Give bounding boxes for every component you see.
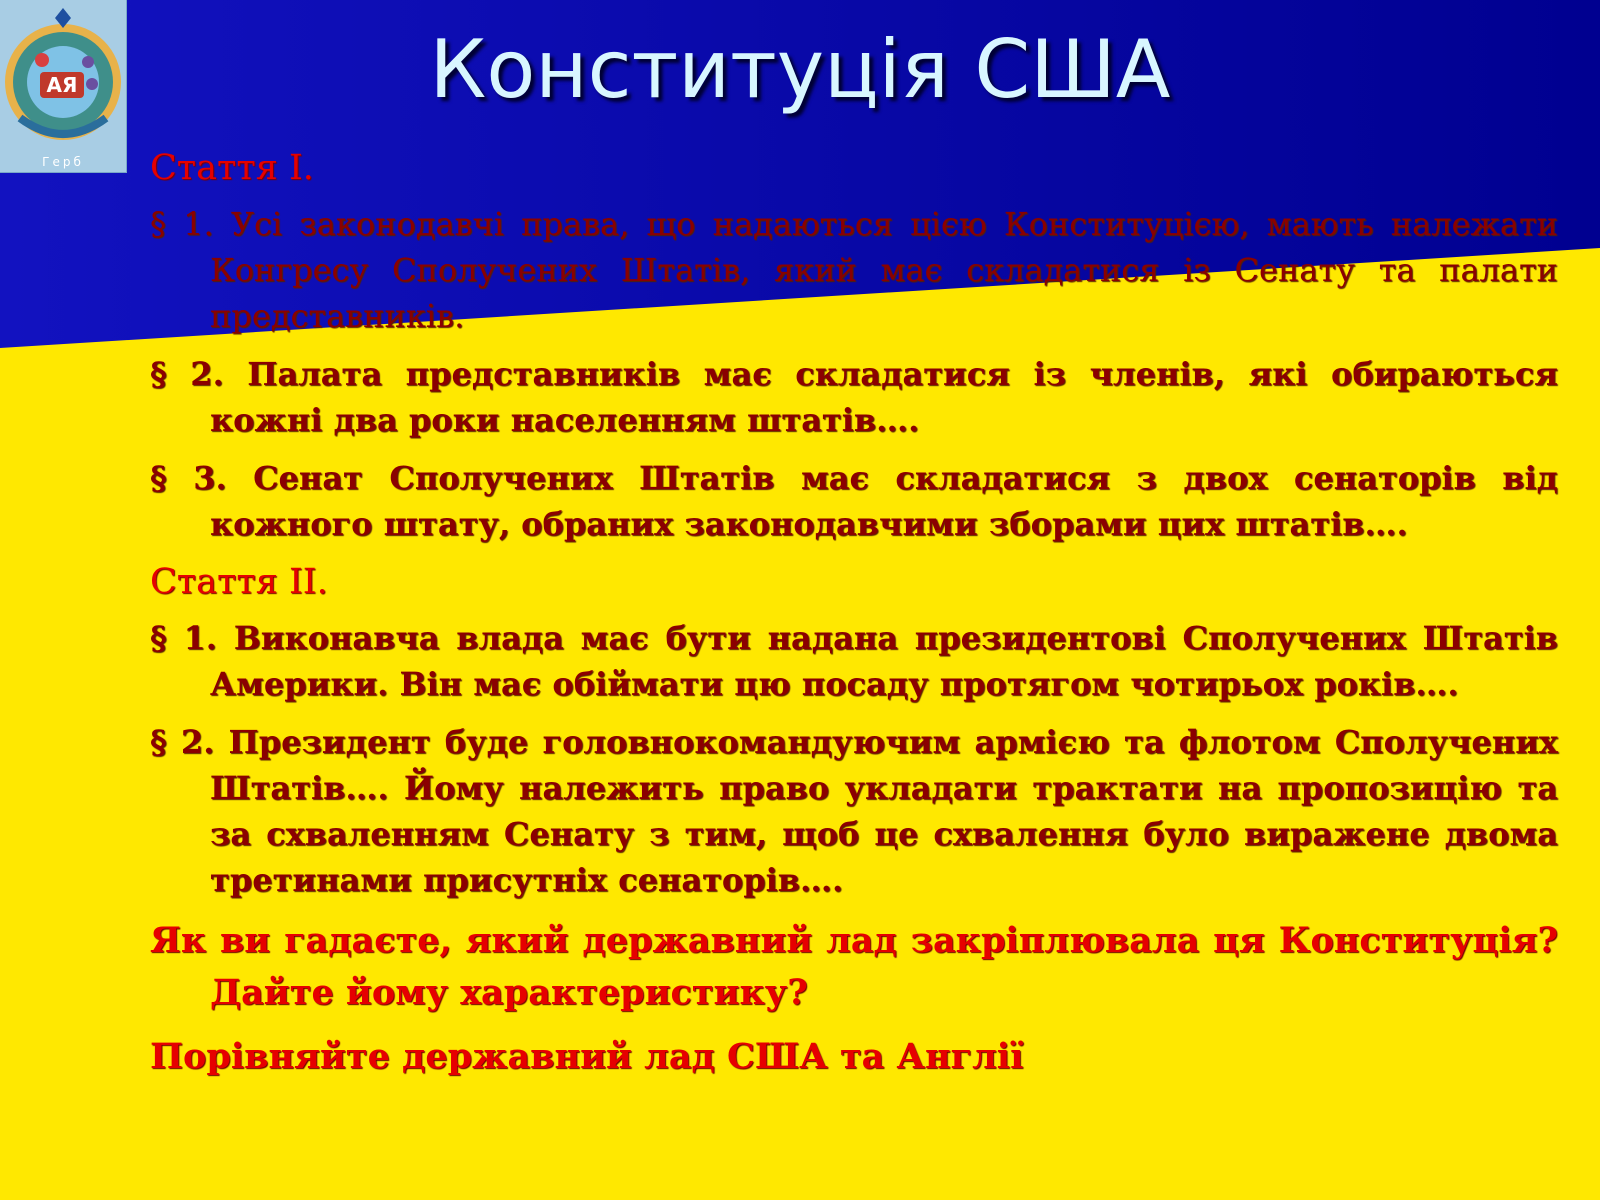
article1-section3: § 3. Сенат Сполучених Штатів має складатися з двох сенаторів від кожного штату, обраних законодавчими зборами цих штатів…. bbox=[150, 459, 1558, 543]
article1-section2: § 2. Палата представників має складатися із членів, які обираються кожні два роки населенням штатів…. bbox=[150, 355, 1558, 439]
question-compare: Порівняйте державний лад США та Англії bbox=[150, 1036, 1024, 1077]
slide-body bbox=[150, 145, 1558, 1095]
article1-section1: § 1. Усі законодавчі права, що надаються цією Конституцією, мають належати Конгресу Сполучених Штатів, який має складатися із Сенату та палати представників. bbox=[150, 205, 1558, 335]
article2-section2: § 2. Президент буде головнокомандуючим армією та флотом Сполучених Штатів…. Йому належить право укладати трактати на пропозицію та за схваленням Сенату з тим, щоб це схвалення було виражене двома третинами присутніх сенаторів…. bbox=[150, 723, 1558, 899]
svg-text:АЯ: АЯ bbox=[46, 73, 78, 97]
slide-title: Конституція США bbox=[429, 23, 1171, 116]
article2-heading: Стаття ІІ. bbox=[150, 562, 328, 602]
question-state-system: Як ви гадаєте, який державний лад закріплювала ця Конституція? Дайте йому характеристику? bbox=[150, 920, 1558, 1013]
article1-heading: Стаття І. bbox=[150, 148, 314, 188]
svg-text:Герб: Герб bbox=[42, 155, 84, 169]
article2-section1: § 1. Виконавча влада має бути надана президентові Сполучених Штатів Америки. Він має обіймати цю посаду протягом чотирьох років…. bbox=[150, 619, 1558, 703]
